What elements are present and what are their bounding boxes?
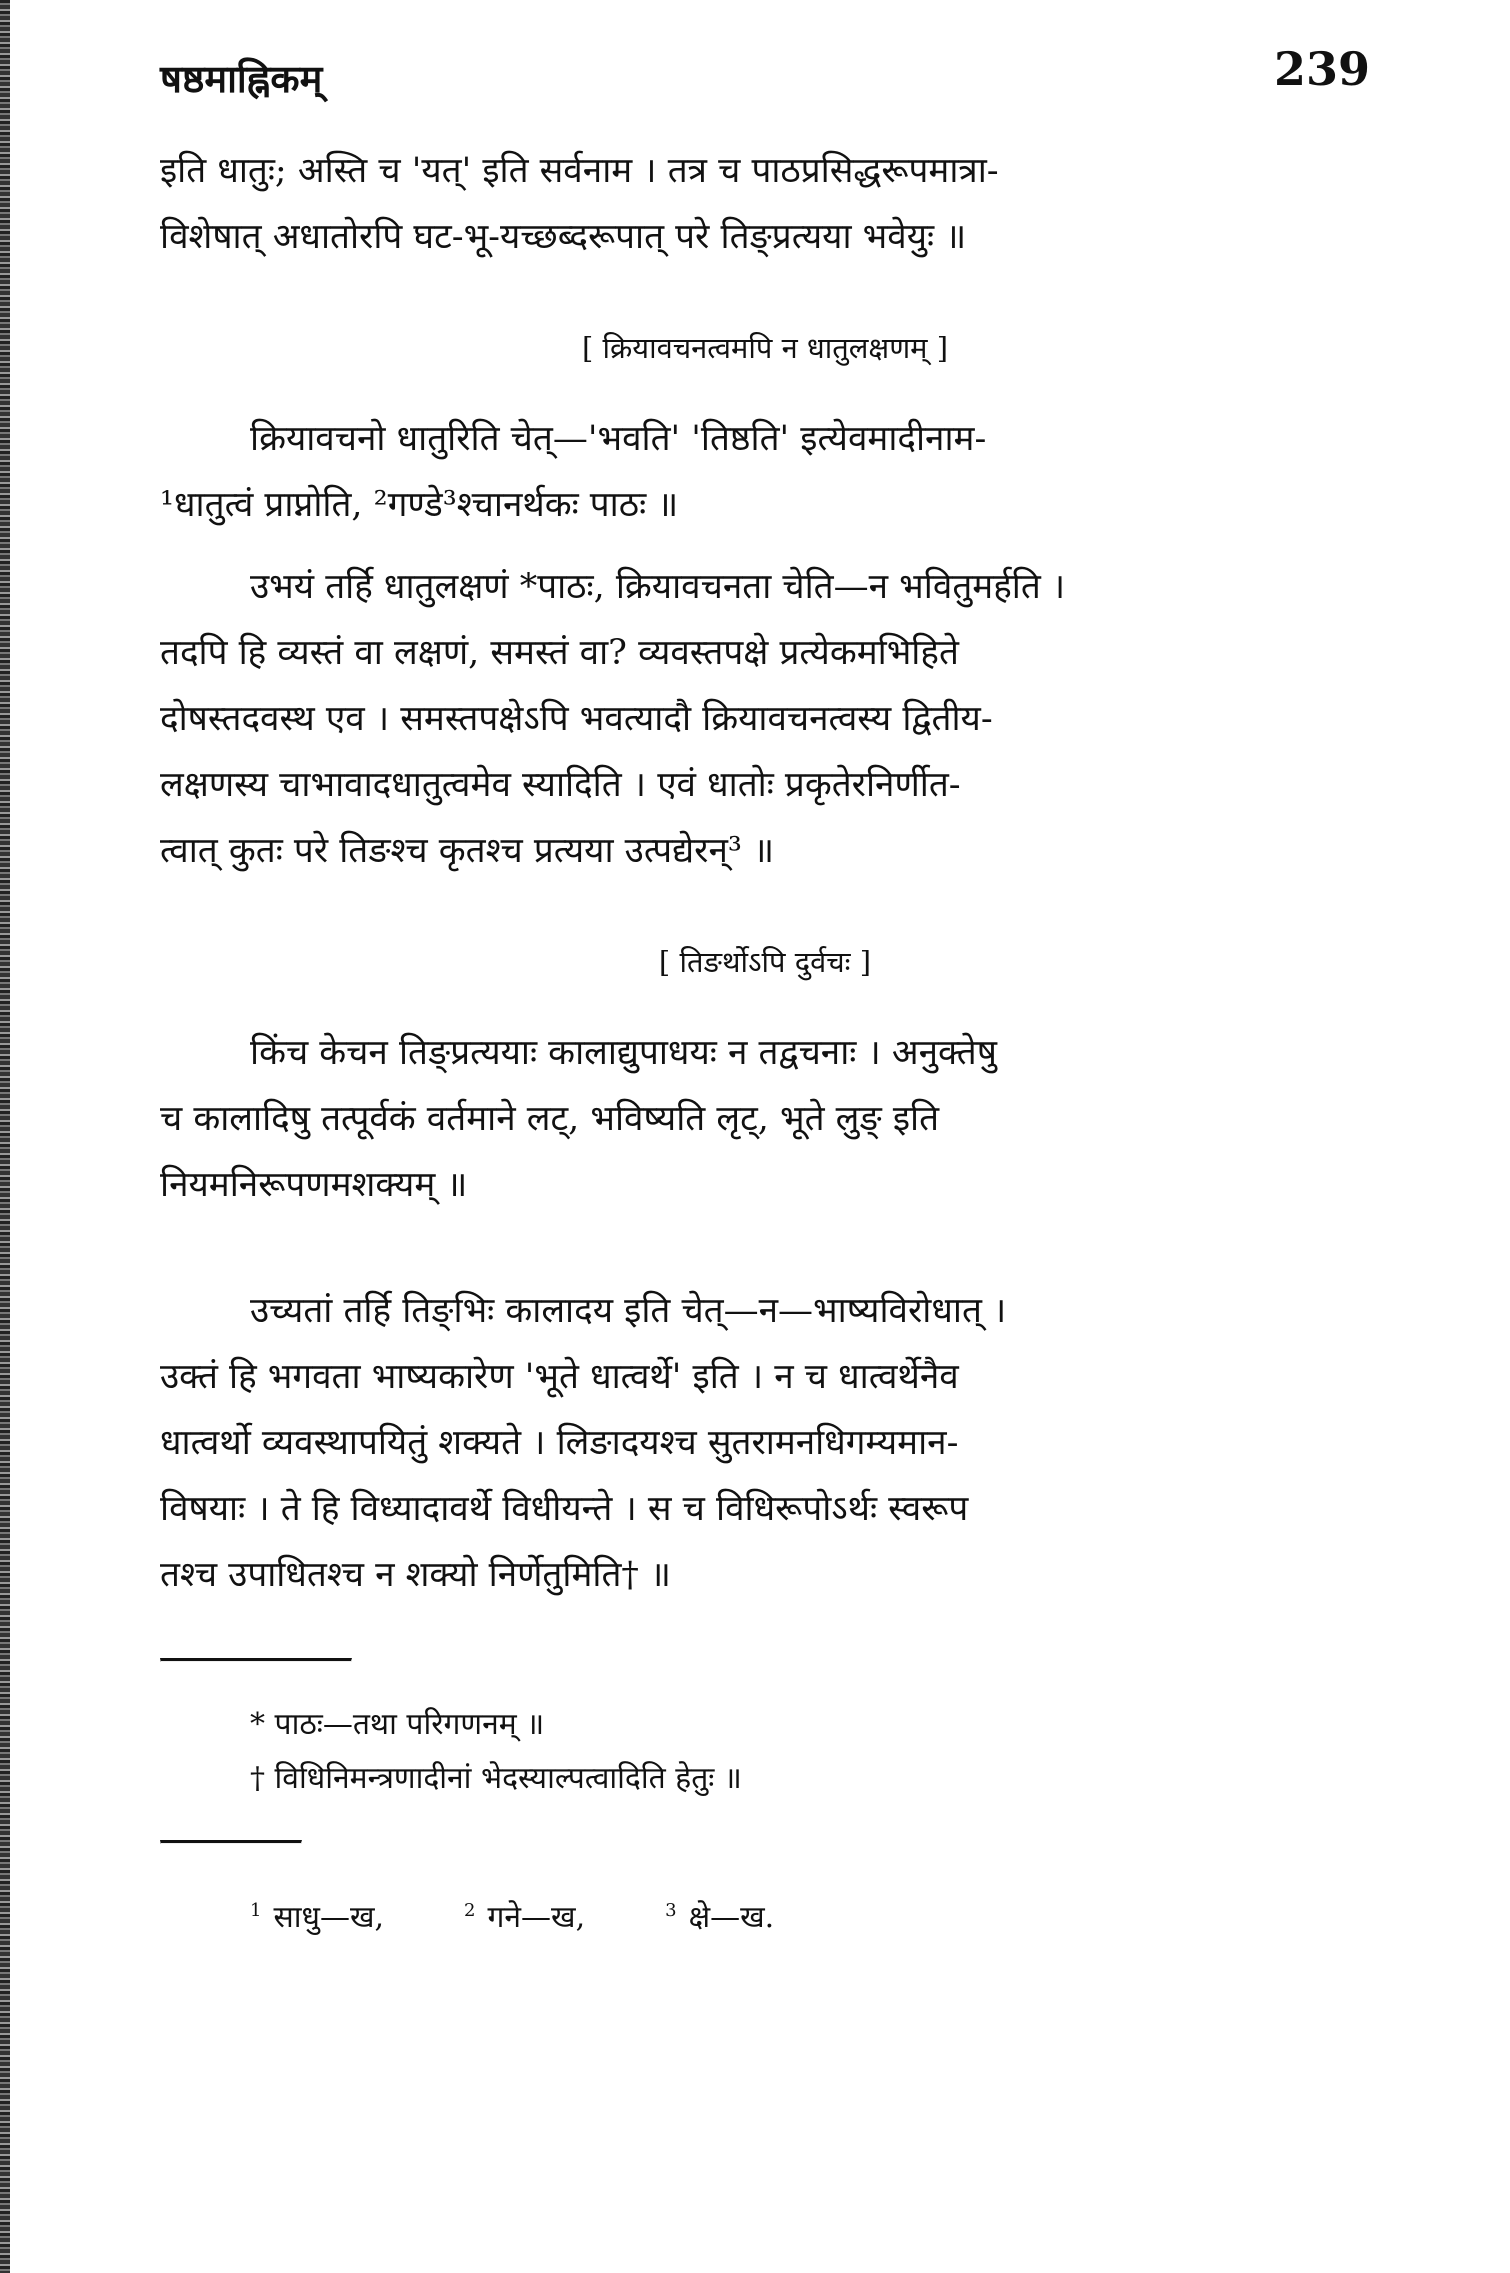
running-head: षष्ठमाह्निकम् (160, 56, 323, 101)
footnote: * पाठः—तथा परिगणनम् ॥ (250, 1707, 545, 1742)
text-line: विषयाः । ते हि विध्यादावर्थे विधीयन्ते । स च विधिरूपोऽर्थः स्वरूप (160, 1489, 969, 1529)
paragraph (160, 554, 1370, 884)
footnote: † विधिनिमन्त्रणादीनां भेदस्याल्पत्वादिति हेतुः ॥ (250, 1761, 742, 1796)
text-line: उक्तं हि भगवता भाष्यकारेण 'भूते धात्वर्थे' इति । न च धात्वर्थेनैव (160, 1357, 959, 1397)
paragraph (160, 1020, 1370, 1218)
text-line: क्रियावचनो धातुरिति चेत्—'भवति' 'तिष्ठति' इत्येवमादीनाम- (250, 419, 987, 459)
text-line: विशेषात् अधातोरपि घट-भू-यच्छब्दरूपात् परे तिङ्प्रत्यया भवेयुः ॥ (160, 217, 967, 257)
section-heading: [ क्रियावचनत्वमपि न धातुलक्षणम् ] (581, 331, 949, 365)
variant-reading (250, 1884, 384, 1945)
variant-mark: 1 (250, 1900, 262, 1921)
variants-rule (160, 1840, 302, 1844)
text-line: तश्च उपाधितश्च न शक्यो निर्णेतुमिति† ॥ (160, 1555, 671, 1595)
text-line: उच्यतां तर्हि तिङ्भिः कालादय इति चेत्—न—भाष्यविरोधात् । (250, 1291, 1007, 1331)
variant-reading (665, 1884, 774, 1945)
page-number: 239 (1273, 42, 1370, 96)
variant-mark: 3 (665, 1900, 677, 1921)
page-header (160, 42, 1370, 102)
text-line: दोषस्तदवस्थ एव । समस्तपक्षेऽपि भवत्यादौ क्रियावचनत्वस्य द्वितीय- (160, 699, 993, 739)
variant-text: साधु—ख, (273, 1900, 385, 1935)
text-line: इति धातुः; अस्ति च 'यत्' इति सर्वनाम । तत्र च पाठप्रसिद्धरूपमात्रा- (160, 151, 999, 191)
scan-edge (0, 0, 10, 2273)
section-heading: [ तिङर्थोऽपि दुर्वचः ] (658, 945, 872, 979)
variant-text: गने—ख, (487, 1900, 586, 1935)
variant-readings (160, 1884, 1370, 1945)
page-body (160, 138, 1370, 1945)
text-line: च कालादिषु तत्पूर्वकं वर्तमाने लट्, भविष्यति लृट्, भूते लुङ् इति (160, 1099, 940, 1139)
text-line: उभयं तर्हि धातुलक्षणं *पाठः, क्रियावचनता चेति—न भवितुमर्हति । (250, 567, 1066, 607)
variant-mark: 2 (464, 1900, 476, 1921)
text-line: नियमनिरूपणमशक्यम् ॥ (160, 1165, 468, 1205)
text-line: तदपि हि व्यस्तं वा लक्षणं, समस्तं वा? व्यवस्तपक्षे प्रत्येकमभिहिते (160, 633, 959, 673)
text-line: लक्षणस्य चाभावादधातुत्वमेव स्यादिति । एवं धातोः प्रकृतेरनिर्णीत- (160, 765, 961, 805)
text-line: किंच केचन तिङ्प्रत्ययाः कालाद्युपाधयः न तद्वचनाः । अनुक्तेषु (250, 1033, 997, 1073)
text-line: ¹धातुत्वं प्राप्नोति, ²गण्डे³श्चानर्थकः पाठः ॥ (160, 485, 679, 525)
paragraph (160, 1278, 1370, 1608)
variant-text: क्षे—ख. (688, 1900, 775, 1935)
text-line: धात्वर्थो व्यवस्थापयितुं शक्यते । लिङादयश्च सुतरामनधिगम्यमान- (160, 1423, 959, 1463)
footnote-rule (160, 1658, 352, 1662)
variant-reading (464, 1884, 585, 1945)
paragraph (160, 406, 1370, 538)
text-line: त्वात् कुतः परे तिङश्च कृतश्च प्रत्यया उत्पद्येरन्³ ॥ (160, 831, 775, 871)
paragraph (160, 138, 1370, 270)
